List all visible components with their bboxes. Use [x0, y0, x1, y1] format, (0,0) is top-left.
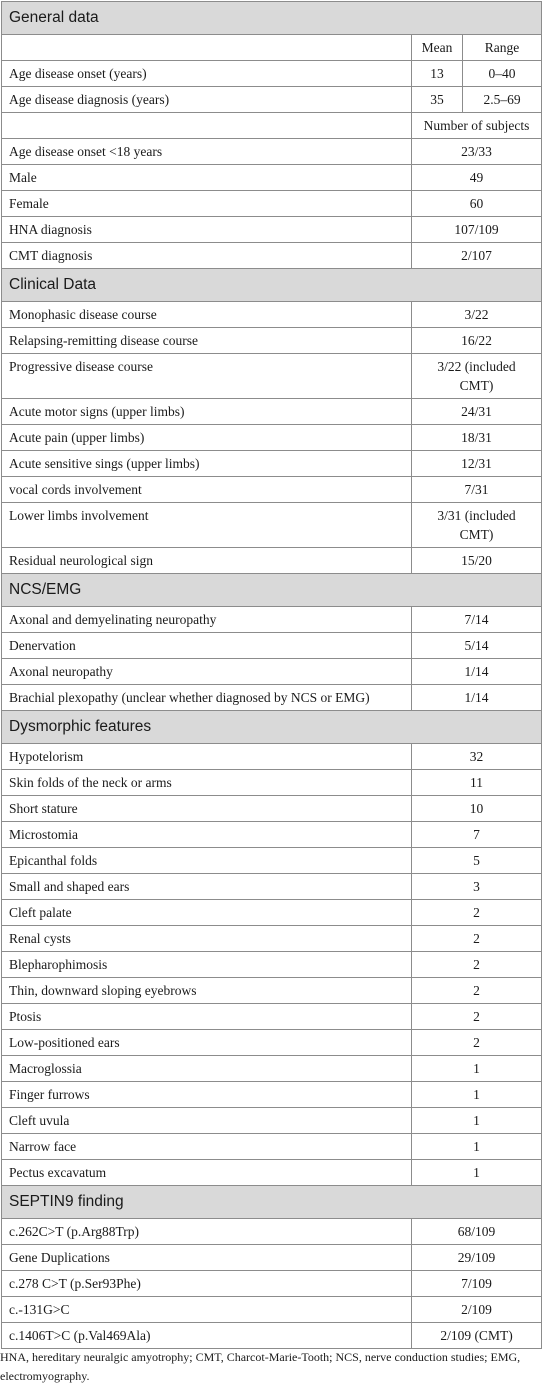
row-label: Relapsing-remitting disease course [2, 328, 412, 354]
row-label: c.1406T>C (p.Val469Ala) [2, 1323, 412, 1349]
table-row [2, 139, 542, 165]
table-row [2, 35, 542, 61]
table-row [2, 952, 542, 978]
row-value: 107/109 [412, 217, 542, 243]
table-row [2, 477, 542, 503]
row-label: Denervation [2, 633, 412, 659]
row-label: c.278 C>T (p.Ser93Phe) [2, 1271, 412, 1297]
row-label: Skin folds of the neck or arms [2, 770, 412, 796]
row-value: 12/31 [412, 451, 542, 477]
table-row [2, 451, 542, 477]
table-row [2, 874, 542, 900]
row-value: 1 [412, 1082, 542, 1108]
row-label: Cleft uvula [2, 1108, 412, 1134]
row-value: 2 [412, 952, 542, 978]
row-label: Ptosis [2, 1004, 412, 1030]
row-value: 29/109 [412, 1245, 542, 1271]
column-header-range: Range [463, 35, 542, 61]
row-value: 49 [412, 165, 542, 191]
row-label: Residual neurological sign [2, 548, 412, 574]
table-row [2, 822, 542, 848]
row-label: Finger furrows [2, 1082, 412, 1108]
table-row [2, 328, 542, 354]
row-value: 3 [412, 874, 542, 900]
table-row [2, 354, 542, 399]
section-header-ncs [2, 574, 542, 607]
row-label: Lower limbs involvement [2, 503, 412, 548]
row-value: 1 [412, 1134, 542, 1160]
row-value: 2 [412, 1004, 542, 1030]
row-label: Microstomia [2, 822, 412, 848]
row-value: 5/14 [412, 633, 542, 659]
row-label: Age disease onset (years) [2, 61, 412, 87]
table-row [2, 1245, 542, 1271]
table-row [2, 1030, 542, 1056]
table-footnote: HNA, hereditary neuralgic amyotrophy; CMT, Charcot-Marie-Tooth; NCS, nerve conduction studies; EMG, electromyography. [0, 1350, 521, 1383]
table-row [2, 796, 542, 822]
table-row [2, 191, 542, 217]
row-value: 7/14 [412, 607, 542, 633]
row-label: Brachial plexopathy (unclear whether diagnosed by NCS or EMG) [2, 685, 412, 711]
row-value: 24/31 [412, 399, 542, 425]
row-label: Acute pain (upper limbs) [2, 425, 412, 451]
row-value: 2 [412, 926, 542, 952]
row-value: 1 [412, 1056, 542, 1082]
row-value: 15/20 [412, 548, 542, 574]
row-value: 2/109 (CMT) [412, 1323, 542, 1349]
table-row [2, 1108, 542, 1134]
table-row [2, 165, 542, 191]
table-row [2, 607, 542, 633]
table-row [2, 1271, 542, 1297]
table-row [2, 685, 542, 711]
row-value: 7/109 [412, 1271, 542, 1297]
table-row [2, 1160, 542, 1186]
row-label: Narrow face [2, 1134, 412, 1160]
row-value: 32 [412, 744, 542, 770]
row-label: Thin, downward sloping eyebrows [2, 978, 412, 1004]
column-header-subjects: Number of subjects [412, 113, 542, 139]
table-row [2, 503, 542, 548]
row-value: 7 [412, 822, 542, 848]
row-value: 1/14 [412, 659, 542, 685]
row-label: Gene Duplications [2, 1245, 412, 1271]
row-label: Female [2, 191, 412, 217]
row-label: c.262C>T (p.Arg88Trp) [2, 1219, 412, 1245]
table-row [2, 399, 542, 425]
row-value: 3/22 [412, 302, 542, 328]
row-value: 2 [412, 900, 542, 926]
row-label: Progressive disease course [2, 354, 412, 399]
row-value: 2 [412, 978, 542, 1004]
data-table [1, 1, 542, 1349]
table-row [2, 1134, 542, 1160]
section-title: General data [2, 2, 542, 35]
section-header-dysmorphic [2, 711, 542, 744]
row-label: Short stature [2, 796, 412, 822]
row-label: Acute motor signs (upper limbs) [2, 399, 412, 425]
row-value: 16/22 [412, 328, 542, 354]
empty-cell [2, 113, 412, 139]
section-header-general [2, 2, 542, 35]
row-label: Renal cysts [2, 926, 412, 952]
table-row [2, 633, 542, 659]
mean-cell: 35 [412, 87, 463, 113]
table-row [2, 1004, 542, 1030]
row-value: 2 [412, 1030, 542, 1056]
table-row [2, 900, 542, 926]
row-label: Acute sensitive sings (upper limbs) [2, 451, 412, 477]
row-label: Cleft palate [2, 900, 412, 926]
table-row [2, 87, 542, 113]
range-cell: 2.5–69 [463, 87, 542, 113]
section-title: NCS/EMG [2, 574, 542, 607]
row-value: 1 [412, 1108, 542, 1134]
row-label: Axonal neuropathy [2, 659, 412, 685]
table-row [2, 548, 542, 574]
section-header-clinical [2, 269, 542, 302]
row-label: Macroglossia [2, 1056, 412, 1082]
row-value: 18/31 [412, 425, 542, 451]
row-value: 10 [412, 796, 542, 822]
table-row [2, 302, 542, 328]
table-row [2, 770, 542, 796]
section-title: Dysmorphic features [2, 711, 542, 744]
row-label: c.-131G>C [2, 1297, 412, 1323]
mean-cell: 13 [412, 61, 463, 87]
section-header-septin [2, 1186, 542, 1219]
row-value: 23/33 [412, 139, 542, 165]
table-row [2, 1082, 542, 1108]
row-value: 68/109 [412, 1219, 542, 1245]
row-label: vocal cords involvement [2, 477, 412, 503]
row-value: 60 [412, 191, 542, 217]
row-label: Epicanthal folds [2, 848, 412, 874]
table-row [2, 113, 542, 139]
row-label: Small and shaped ears [2, 874, 412, 900]
table-row [2, 926, 542, 952]
table-row [2, 1323, 542, 1349]
row-value: 3/31 (included CMT) [412, 503, 542, 548]
table-row [2, 659, 542, 685]
column-header-mean: Mean [412, 35, 463, 61]
row-label: Hypotelorism [2, 744, 412, 770]
table-row [2, 1056, 542, 1082]
row-label: HNA diagnosis [2, 217, 412, 243]
row-value: 1 [412, 1160, 542, 1186]
row-value: 2/109 [412, 1297, 542, 1323]
section-title: Clinical Data [2, 269, 542, 302]
row-value: 2/107 [412, 243, 542, 269]
row-label: Age disease onset <18 years [2, 139, 412, 165]
row-label: Pectus excavatum [2, 1160, 412, 1186]
table-row [2, 744, 542, 770]
row-value: 5 [412, 848, 542, 874]
row-value: 11 [412, 770, 542, 796]
row-label: CMT diagnosis [2, 243, 412, 269]
row-label: Blepharophimosis [2, 952, 412, 978]
table-row [2, 848, 542, 874]
table-row [2, 243, 542, 269]
row-label: Monophasic disease course [2, 302, 412, 328]
row-value: 1/14 [412, 685, 542, 711]
row-label: Male [2, 165, 412, 191]
table-row [2, 978, 542, 1004]
table-row [2, 61, 542, 87]
row-label: Axonal and demyelinating neuropathy [2, 607, 412, 633]
row-label: Age disease diagnosis (years) [2, 87, 412, 113]
table-row [2, 1219, 542, 1245]
table-row [2, 217, 542, 243]
row-value: 3/22 (included CMT) [412, 354, 542, 399]
row-label: Low-positioned ears [2, 1030, 412, 1056]
range-cell: 0–40 [463, 61, 542, 87]
empty-cell [2, 35, 412, 61]
table-row [2, 1297, 542, 1323]
section-title: SEPTIN9 finding [2, 1186, 542, 1219]
table-row [2, 425, 542, 451]
row-value: 7/31 [412, 477, 542, 503]
